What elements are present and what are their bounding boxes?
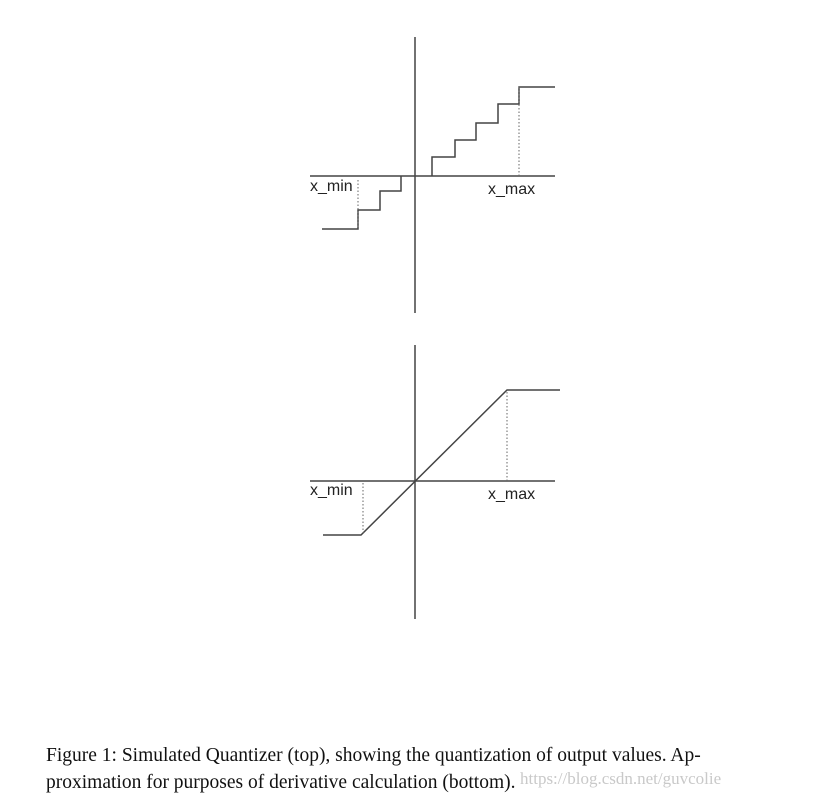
caption-line-1: Figure 1: Simulated Quantizer (top), showing the quantization of output values. Ap-: [46, 745, 701, 766]
top-xmin-label: x_min: [310, 178, 353, 195]
top-panel: [310, 37, 555, 313]
top-staircase-positive: [432, 87, 555, 176]
bottom-xmax-label: x_max: [488, 486, 536, 503]
bottom-panel: [310, 345, 560, 619]
caption-line-2: proximation for purposes of derivative calculation (bottom).: [46, 772, 516, 793]
watermark-text: https://blog.csdn.net/guvcolie: [520, 769, 722, 788]
bottom-xmin-label: x_min: [310, 482, 353, 499]
bottom-clipped-linear-curve: [323, 390, 560, 535]
top-xmax-label: x_max: [488, 181, 536, 198]
